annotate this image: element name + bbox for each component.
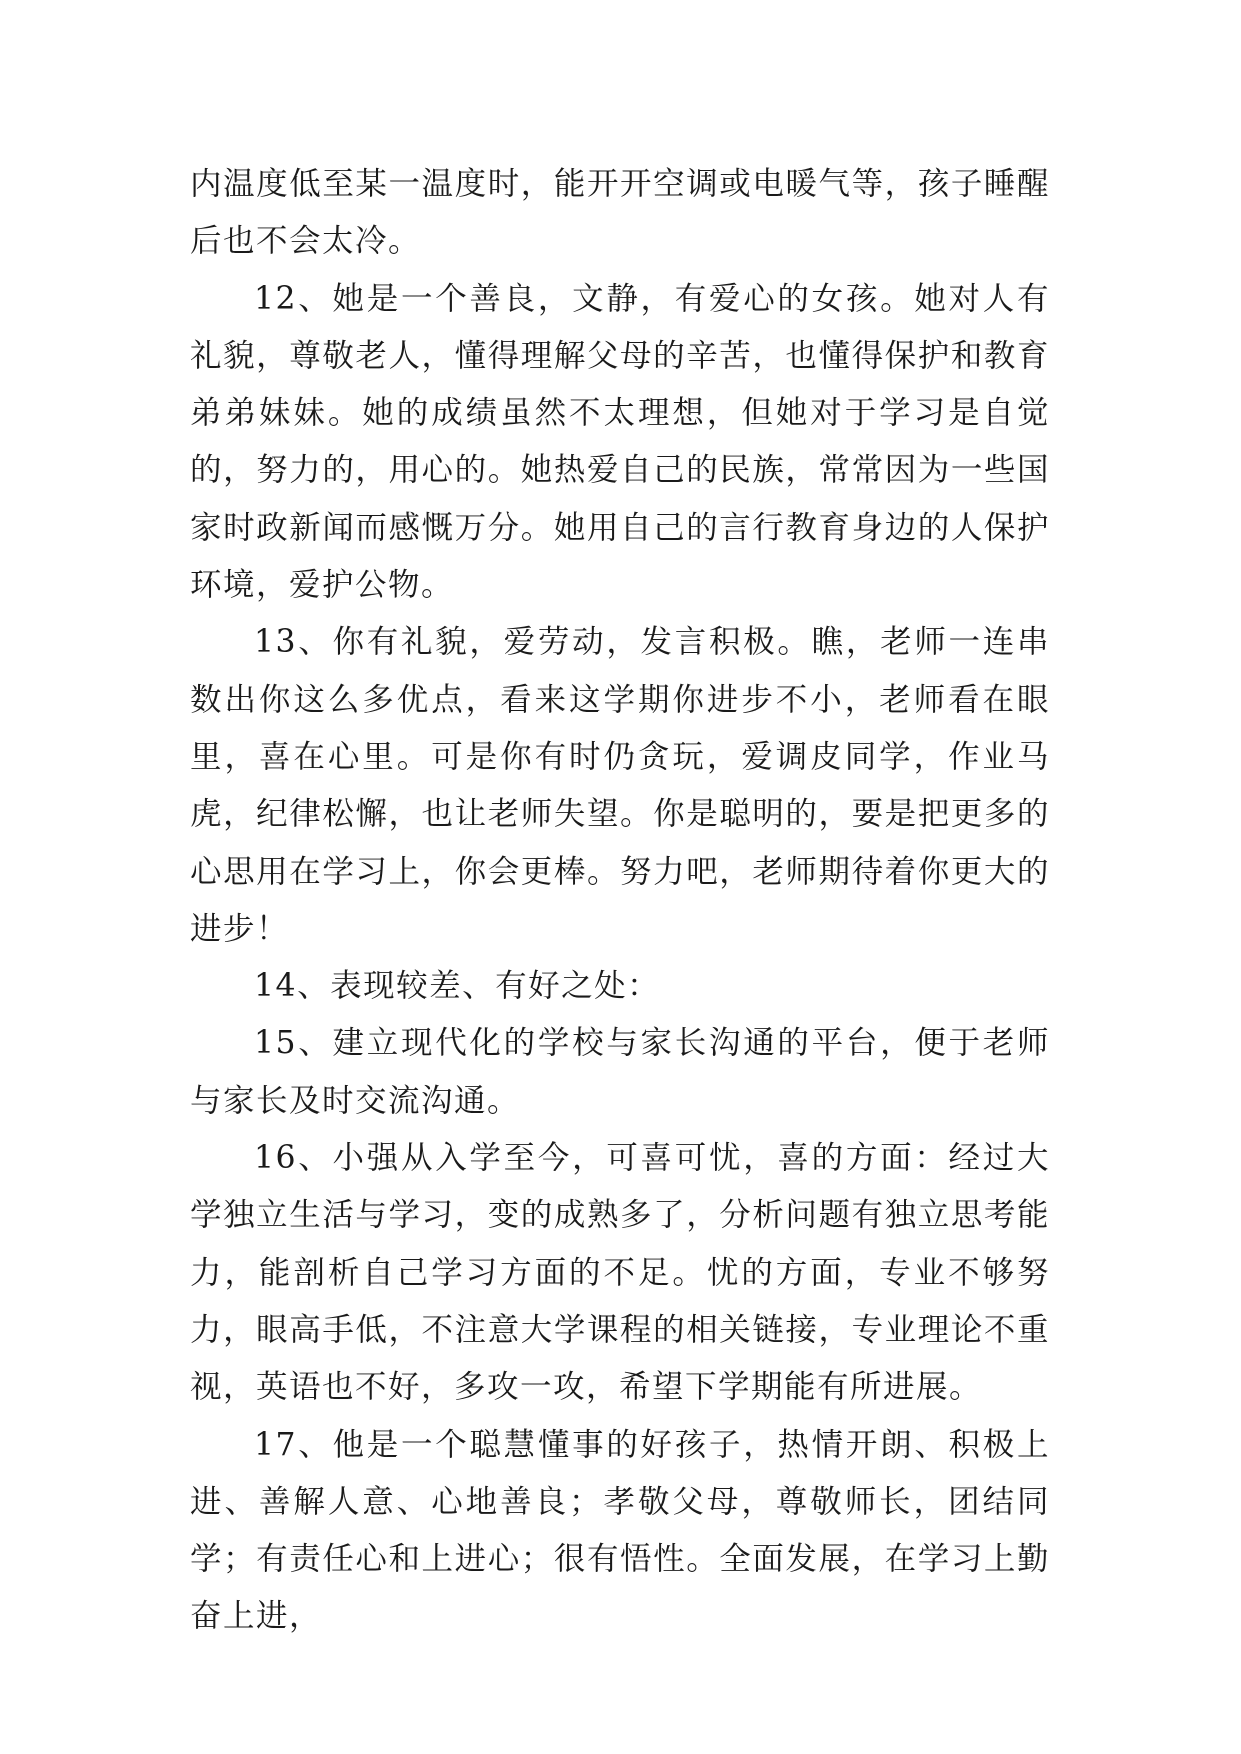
paragraph-continuation: 内温度低至某一温度时，能开开空调或电暖气等，孩子睡醒后也不会太冷。	[190, 166, 1050, 260]
paragraph-item-14: 14、表现较差、有好之处：	[254, 968, 661, 1005]
paragraph-item-16: 16、小强从入学至今，可喜可忧，喜的方面：经过大学独立生活与学习，变的成熟多了，分析问题有独立思考能力，能剖析自己学习方面的不足。忧的方面，专业不够努力，眼高手低，不注意大学课程的相关链接，专业理论不重视，英语也不好，多攻一攻，希望下学期能有所进展。	[190, 1140, 1050, 1406]
paragraph-item-17: 17、他是一个聪慧懂事的好孩子，热情开朗、积极上进、善解人意、心地善良；孝敬父母，尊敬师长，团结同学；有责任心和上进心；很有悟性。全面发展，在学习上勤奋上进，	[190, 1426, 1050, 1635]
paragraph-item-12: 12、她是一个善良，文静，有爱心的女孩。她对人有礼貌，尊敬老人，懂得理解父母的辛苦，也懂得保护和教育弟弟妹妹。她的成绩虽然不太理想，但她对于学习是自觉的，努力的，用心的。她热爱自己的民族，常常因为一些国家时政新闻而感慨万分。她用自己的言行教育身边的人保护环境，爱护公物。	[190, 280, 1050, 604]
document-body	[190, 156, 1050, 1646]
paragraph-item-15: 15、建立现代化的学校与家长沟通的平台，便于老师与家长及时交流沟通。	[190, 1025, 1050, 1119]
paragraph-item-13: 13、你有礼貌，爱劳动，发言积极。瞧，老师一连串数出你这么多优点，看来这学期你进步不小，老师看在眼里，喜在心里。可是你有时仍贪玩，爱调皮同学，作业马虎，纪律松懈，也让老师失望。你是聪明的，要是把更多的心思用在学习上，你会更棒。努力吧，老师期待着你更大的进步！	[190, 624, 1050, 947]
